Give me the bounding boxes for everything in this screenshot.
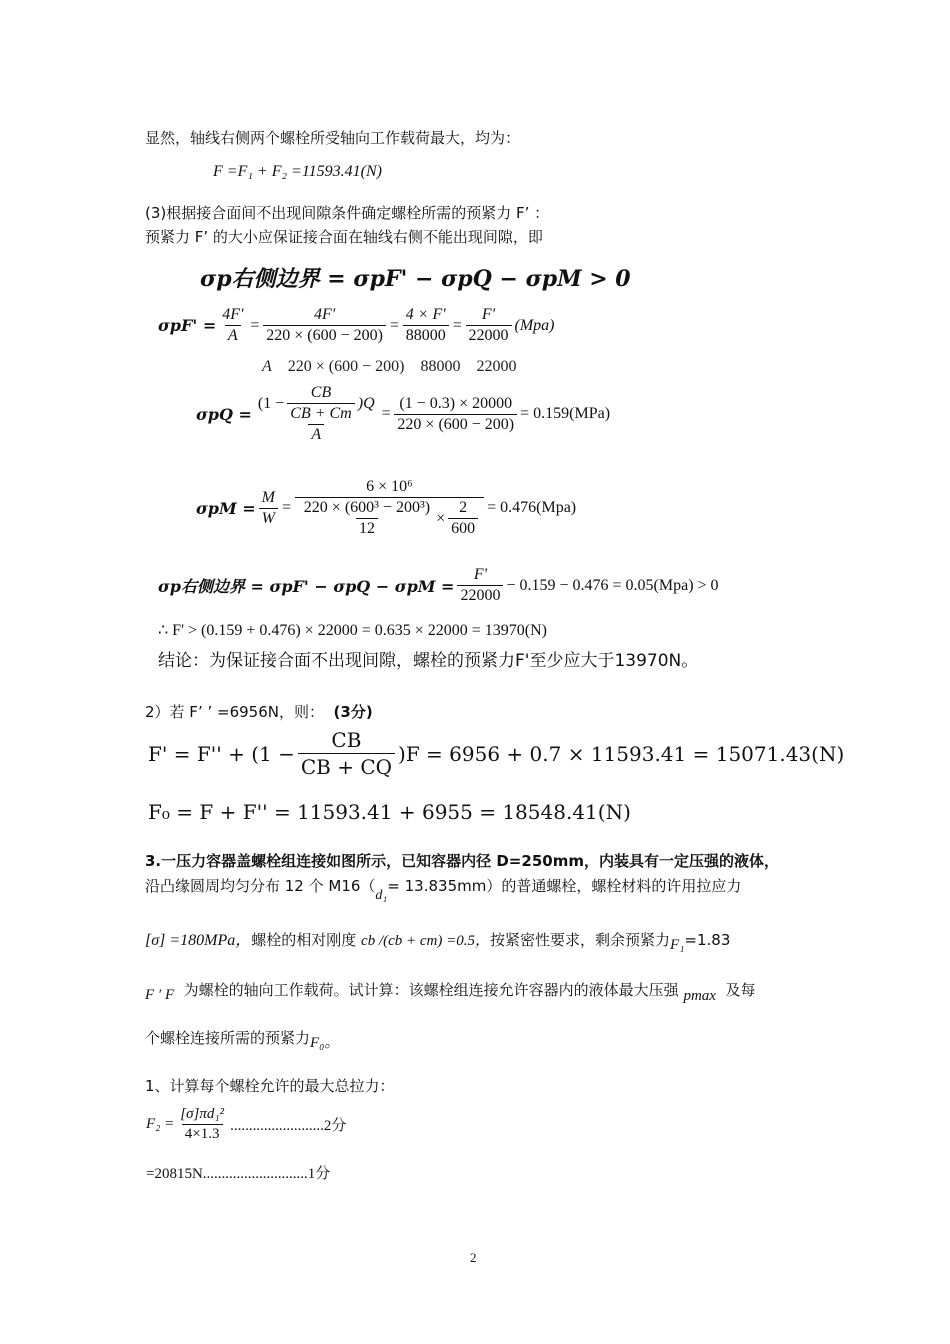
equation-boundary-condition: σp右侧边界 = σpF' − σpQ − σpM > 0 [200, 266, 631, 292]
frac-f2-den: 4×1.3 [182, 1124, 223, 1143]
q3-stiffness-ratio: cb /(cb + cm) =0.5， [361, 933, 491, 949]
equation-f-prime: F' = F'' + (1 − $\frac{CB}{CB + CQ}$ )F = 6956 + 0.7 × 11593.41 = 15071.43(N) [148, 728, 845, 779]
q3-pmax-symbol: pmax [683, 988, 716, 1004]
frac-pq-den: A [308, 424, 324, 444]
frac-b2-num: F' [473, 566, 488, 583]
q3-f0-symbol: F₀。 [310, 1035, 340, 1051]
frac-4f-den: A [225, 325, 241, 345]
frac-pm-inner-den: 12 [356, 518, 378, 538]
q3-ff-symbol: F ′ F [145, 987, 175, 1003]
frac-f1-num: CB [331, 728, 362, 752]
frac-4f-num: 4F' [222, 306, 244, 323]
equation-sigma-pf: σpF' = $\frac{4F'}{A}$ = $\frac{4F'}{220 \times (600 - 200)}$ = $\frac{4 \times F'}{88000}$ = $\frac{F'}{22000}$ (Mpa) [158, 306, 555, 344]
text-line-1: 显然，轴线右侧两个螺栓所受轴向工作载荷最大，均为： [145, 129, 521, 147]
equation-boundary-result: σp右侧边界 = σpF' − σpQ − σpM = $\frac{F'}{22000}$ − 0.159 − 0.476 = 0.05(Mpa) > 0 [158, 566, 719, 604]
sigma-pm-lhs: σpM = [196, 498, 256, 518]
step-1-heading: 1、计算每个螺栓允许的最大总拉力： [145, 1077, 395, 1095]
frac-pq2-den: 220 × (600 − 200) [394, 414, 517, 434]
equation-sigma-pm: σpM = $\frac{M}{W}$ = 6 × 10⁶ $\frac{\text{220 × (600³ − 200³)}}{12}$ × $\frac{2}{600}$ = 0.476(Mpa) [196, 478, 577, 537]
frac-4xf-den: 88000 [403, 325, 449, 345]
text-line-3: 预紧力 F’ 的大小应保证接合面在轴线右侧不能出现间隙，即 [145, 228, 543, 246]
q3-line-1: 3.一压力容器盖螺栓组连接如图所示，已知容器内径 D=250mm，内装具有一定压强的液体， [145, 852, 779, 870]
text-line-2: (3)根据接合面间不出现间隙条件确定螺栓所需的预紧力 F’ ： [145, 204, 550, 222]
frac-b2-den: 22000 [457, 585, 503, 605]
frac-mw-den: W [259, 508, 278, 528]
equation-f0: F₀ = F + F'' = 11593.41 + 6955 = 18548.41(N) [148, 800, 631, 824]
sigma-pq-lhs: σpQ = [196, 404, 252, 424]
frac-f1-den: CB + CQ [298, 753, 395, 779]
equation-f2: F₂ = $\frac{\text{[σ]πd₁²}}{4\times 1.3}$ .........................2分 [146, 1106, 347, 1142]
q3-f1-symbol: F₁ [670, 937, 685, 953]
sigma-pq-result: = 0.159(MPa) [520, 405, 611, 422]
equation-total-force: F =F₁ + F₂ =11593.41(N) [213, 163, 382, 180]
part2-heading: 2）若 F’ ’ =6956N，则： (3分) [145, 703, 373, 721]
frac-4f2-den: 220 × (600 − 200) [263, 325, 386, 345]
frac-mw-num: M [261, 488, 275, 506]
equation-therefore: ∴ F' > (0.159 + 0.476) × 22000 = 0.635 × 22000 = 13970(N) [158, 622, 547, 639]
frac-f-den: 22000 [466, 325, 512, 345]
sigma-pf-lhs: σpF' = [158, 316, 217, 335]
f2-score-dots: .........................2分 [230, 1118, 347, 1134]
q3-d1-symbol: d₁ [375, 888, 388, 903]
q3-line-4: F ′ F 为螺栓的轴向工作载荷。试计算：该螺栓组连接允许容器内的液体最大压强 pmax 及每 [145, 981, 756, 1004]
equation-f2-result: =20815N............................1分 [146, 1166, 331, 1182]
q3-line-5: 个螺栓连接所需的预紧力F₀。 [145, 1029, 340, 1051]
q3-line-3: [σ] =180MPa，螺栓的相对刚度 cb /(cb + cm) =0.5，按紧密性要求，剩余预紧力F₁=1.83 [145, 931, 731, 953]
conclusion-text: 结论：为保证接合面不出现间隙，螺栓的预紧力F'至少应大于13970N。 [158, 651, 699, 671]
q3-sigma-allow: [σ] =180MPa， [145, 932, 252, 949]
frac-pm-inner-num: 220 × (600³ − 200³) [303, 499, 431, 516]
frac-4f2-num: 4F' [313, 306, 336, 323]
part2-score: (3分) [333, 703, 373, 721]
frac-f-num: F' [481, 306, 496, 323]
frac-pm-num: 6 × 10⁶ [366, 478, 413, 495]
frac-cb-num: CB [310, 384, 332, 401]
equation-sigma-pf-echo: A 220 × (600 − 200) 88000 22000 [262, 358, 517, 375]
frac-pq2-num: (1 − 0.3) × 20000 [399, 394, 513, 412]
boundary-result-value: − 0.159 − 0.476 = 0.05(Mpa) > 0 [506, 576, 719, 594]
sigma-pf-unit: (Mpa) [514, 316, 555, 334]
frac-f2-num: [σ]πd₁² [180, 1106, 225, 1122]
frac-cb-den: CB + Cm [287, 403, 354, 423]
q3-line-2: 沿凸缘圆周均匀分布 12 个 M16（d₁= 13.835mm）的普通螺栓，螺栓材料的许用拉应力 [145, 877, 742, 903]
page-number: 2 [470, 1250, 477, 1265]
sigma-pm-result: = 0.476(Mpa) [487, 499, 577, 516]
equation-sigma-pq: σpQ = (1 − $\frac{CB}{CB + Cm}$ )Q A = $\frac{(1 - 0.3) \times 20000}{220 \times (600 - 200)}$ = 0.159(MPa) [196, 384, 611, 443]
frac-4xf-num: 4 × F' [405, 306, 446, 323]
